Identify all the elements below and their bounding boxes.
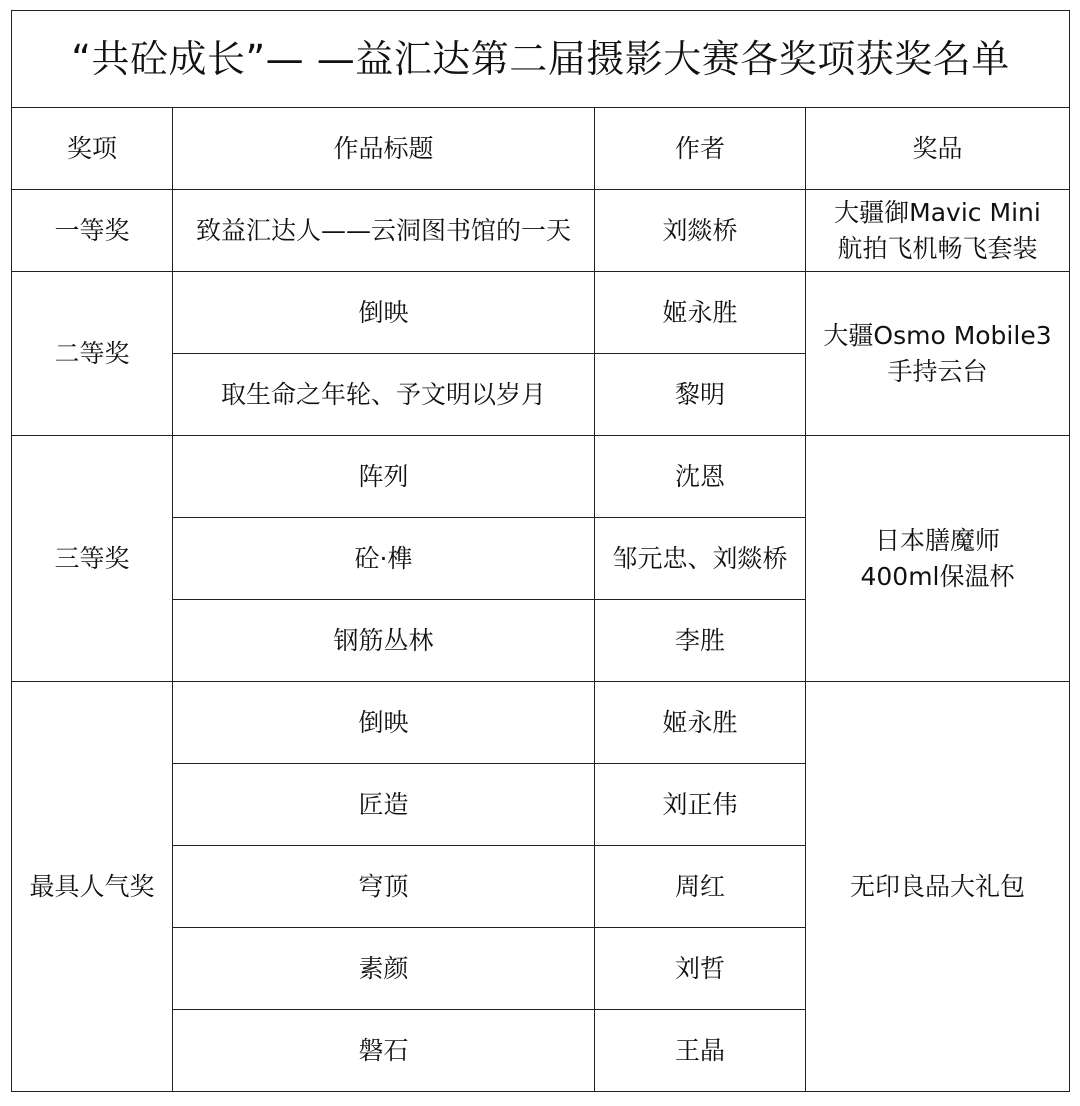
author-cell: 邹元忠、刘燚桥 <box>595 518 806 600</box>
header-prize: 奖品 <box>806 108 1070 190</box>
work-title-cell: 致益汇达人——云洞图书馆的一天 <box>173 190 595 272</box>
table-row <box>12 682 1070 764</box>
work-title-cell: 匠造 <box>173 764 595 846</box>
work-title-cell: 磐石 <box>173 1010 595 1092</box>
work-title-cell: 穹顶 <box>173 846 595 928</box>
prize-cell <box>806 436 1070 682</box>
author-cell: 王晶 <box>595 1010 806 1092</box>
table-row <box>12 272 1070 354</box>
prize-text: 大疆Osmo Mobile3 手持云台 <box>823 320 1052 386</box>
prize-text: 日本膳魔师 400ml保温杯 <box>860 525 1015 591</box>
author-cell: 姬永胜 <box>595 682 806 764</box>
header-award: 奖项 <box>12 108 173 190</box>
table-title: “共砼成长”— —益汇达第二届摄影大赛各奖项获奖名单 <box>12 11 1070 108</box>
author-cell: 周红 <box>595 846 806 928</box>
award-list-sheet <box>11 10 1070 1092</box>
work-title-cell: 阵列 <box>173 436 595 518</box>
author-cell: 黎明 <box>595 354 806 436</box>
prize-text: 无印良品大礼包 <box>849 871 1025 901</box>
author-cell: 姬永胜 <box>595 272 806 354</box>
author-cell: 刘正伟 <box>595 764 806 846</box>
table-row <box>12 190 1070 272</box>
author-cell: 李胜 <box>595 600 806 682</box>
prize-cell <box>806 190 1070 272</box>
work-title-cell: 倒映 <box>173 682 595 764</box>
header-work-title: 作品标题 <box>173 108 595 190</box>
award-name-cell: 三等奖 <box>12 436 173 682</box>
title-row <box>12 11 1070 108</box>
award-name-cell: 最具人气奖 <box>12 682 173 1092</box>
author-cell: 刘燚桥 <box>595 190 806 272</box>
work-title-cell: 砼·榫 <box>173 518 595 600</box>
table-row <box>12 436 1070 518</box>
prize-cell <box>806 272 1070 436</box>
author-cell: 刘哲 <box>595 928 806 1010</box>
work-title-cell: 倒映 <box>173 272 595 354</box>
work-title-cell: 取生命之年轮、予文明以岁月 <box>173 354 595 436</box>
award-name-cell: 一等奖 <box>12 190 173 272</box>
work-title-cell: 钢筋丛林 <box>173 600 595 682</box>
author-cell: 沈恩 <box>595 436 806 518</box>
prize-text: 大疆御Mavic Mini 航拍飞机畅飞套装 <box>834 197 1041 263</box>
prize-cell <box>806 682 1070 1092</box>
award-name-cell: 二等奖 <box>12 272 173 436</box>
award-table <box>11 10 1070 1092</box>
work-title-cell: 素颜 <box>173 928 595 1010</box>
header-author: 作者 <box>595 108 806 190</box>
header-row <box>12 108 1070 190</box>
